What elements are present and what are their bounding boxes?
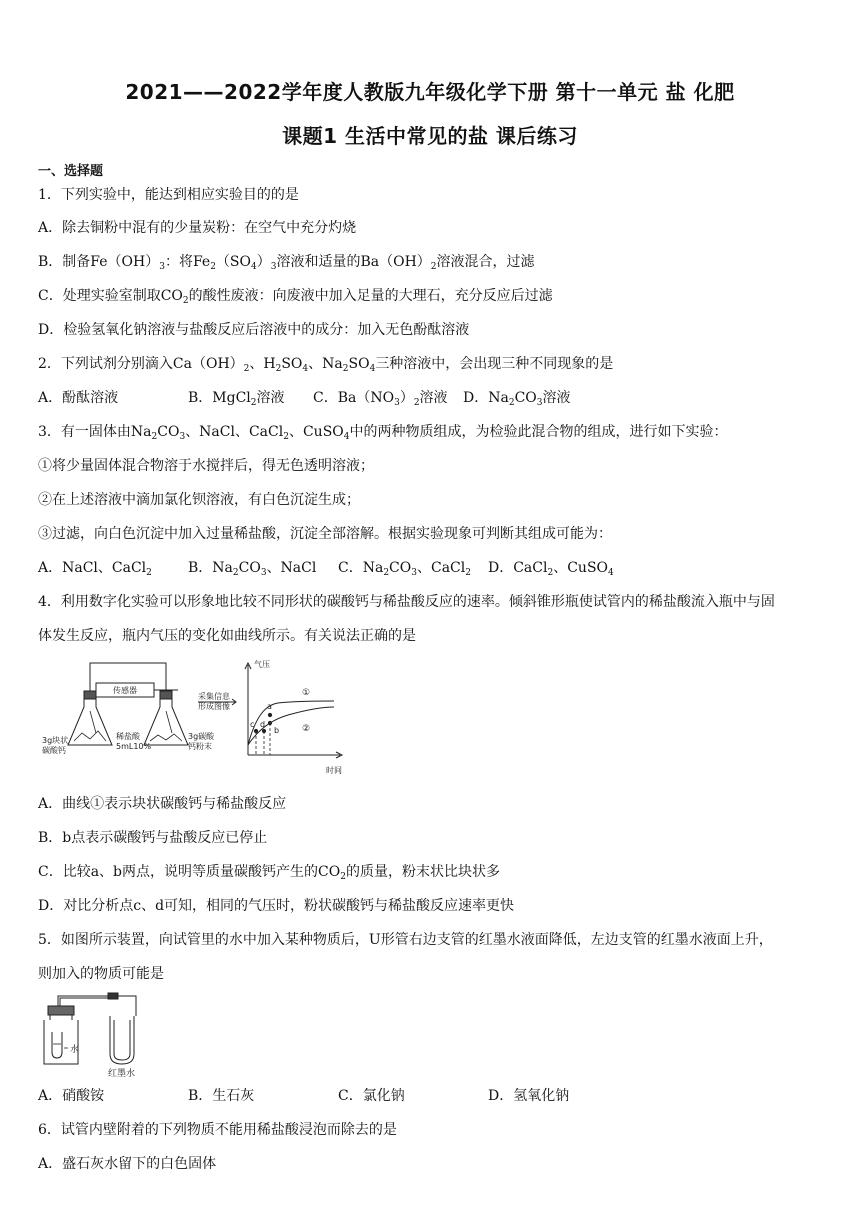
question-1-stem: 1．下列实验中，能达到相应实验目的的是 xyxy=(38,187,299,203)
question-3-option-c: C．$Na_2CO_3$、CaCl$_2$ xyxy=(338,560,471,578)
question-2-option-a: A．酚酞溶液 xyxy=(38,390,119,406)
sensor-label: 传感器 xyxy=(113,686,137,695)
point-d-label: d xyxy=(260,720,266,729)
question-6-option-a: A．盛石灰水留下的白色固体 xyxy=(38,1156,217,1172)
water-label: 水 xyxy=(70,1045,80,1055)
curve-1-label: ① xyxy=(302,688,311,698)
acid-label-2: 5mL10% xyxy=(116,742,152,751)
acid-label-1: 稀盐酸 xyxy=(116,732,140,741)
question-4-stem-line-2: 体发生反应，瓶内气压的变化如曲线所示。有关说法正确的是 xyxy=(38,628,416,644)
point-b-label: b xyxy=(274,726,280,735)
question-1-option-c: C．处理实验室制取$CO_2$的酸性废液：向废液中加入足量的大理石，充分反应后过滤 xyxy=(38,288,553,306)
left-flask-solid xyxy=(74,731,106,741)
u-tube-inner xyxy=(114,1020,130,1060)
question-1-option-b: B．制备$Fe(OH)_3$：将$Fe_2(SO_4)_3$溶液和适量的$Ba(OH)_2$溶液混合，过滤 xyxy=(38,254,535,272)
left-stopper xyxy=(84,691,96,699)
graph-x-label: 时间 xyxy=(326,766,342,775)
question-4-option-d: D．对比分析点c、d可知，相同的气压时，粉状碳酸钙与稀盐酸反应速率更快 xyxy=(38,898,515,914)
flask-stopper xyxy=(48,1006,74,1015)
point-c xyxy=(254,729,257,732)
point-b xyxy=(268,721,271,724)
question-5-apparatus-figure xyxy=(38,992,168,1078)
question-1-option-d: D．检验氢氧化钠溶液与盐酸反应后溶液中的成分：加入无色酚酞溶液 xyxy=(38,322,470,338)
question-3-stem: 3．有一固体由$Na_2CO_3$、NaCl、CaCl$_2$、CuSO$_4$中的两种物质组成，为检验此混合物的组成，进行如下实验： xyxy=(38,424,728,442)
page-title: 2021——2022学年度人教版九年级化学下册 第十一单元 盐 化肥 xyxy=(125,80,735,104)
question-2-option-b: B．MgCl$_2$溶液 xyxy=(188,390,285,408)
point-d xyxy=(262,729,265,732)
right-test-tube xyxy=(166,711,172,733)
point-a xyxy=(268,713,271,716)
left-test-tube xyxy=(90,711,96,733)
question-4-stem-line-1: 4．利用数字化实验可以形象地比较不同形状的碳酸钙与稀盐酸反应的速率。倾斜锥形瓶使试管内的稀盐酸流入瓶中与固 xyxy=(38,594,775,610)
left-flask xyxy=(68,695,112,745)
question-3-options xyxy=(38,558,614,578)
section-heading: 一、选择题 xyxy=(38,164,104,179)
question-4-option-a: A．曲线①表示块状碳酸钙与稀盐酸反应 xyxy=(38,796,287,812)
question-5-option-d: D．氢氧化钠 xyxy=(488,1088,570,1104)
question-3-step-2: ②在上述溶液中滴加氯化钡溶液，有白色沉淀生成； xyxy=(38,492,360,508)
question-5-option-a: A．硝酸铵 xyxy=(38,1088,105,1104)
question-2-options xyxy=(38,388,571,408)
question-1-option-a: A．除去铜粉中混有的少量炭粉：在空气中充分灼烧 xyxy=(38,220,357,236)
question-4-option-c: C．比较a、b两点，说明等质量碳酸钙产生的$CO_2$的质量，粉末状比块状多 xyxy=(38,864,500,882)
question-2-stem: 2．下列试剂分别滴入$Ca(OH)_2$、$H_2SO_4$、$Na_2SO_4$三种溶液中，会出现三种不同现象的是 xyxy=(38,356,614,374)
right-flask xyxy=(144,695,188,745)
collect-label-1: 采集信息 xyxy=(198,692,230,701)
graph-y-label: 气压 xyxy=(254,660,270,669)
left-sample-label-1: 3g块状 xyxy=(42,736,69,745)
curve-2-label: ② xyxy=(302,724,311,734)
right-flask-powder xyxy=(150,734,182,741)
question-3-step-1: ①将少量固体混合物溶于水搅拌后，得无色透明溶液； xyxy=(38,458,374,474)
question-5-option-c: C．氯化钠 xyxy=(338,1088,405,1104)
question-5-option-b: B．生石灰 xyxy=(188,1088,255,1104)
question-5-stem-line-1: 5．如图所示装置，向试管里的水中加入某种物质后，U形管右边支管的红墨水液面降低，左边支管的红墨水液面上升， xyxy=(38,932,773,948)
question-4-option-b: B．b点表示碳酸钙与盐酸反应已停止 xyxy=(38,830,268,846)
question-3-option-a: A．NaCl、CaCl$_2$ xyxy=(38,560,152,578)
right-sample-label-2: 钙粉末 xyxy=(188,742,212,751)
right-sample-label-1: 3g碳酸 xyxy=(188,732,215,741)
question-2-option-d: D．$Na_2CO_3$溶液 xyxy=(463,390,571,408)
right-stopper xyxy=(160,691,172,699)
test-tube xyxy=(52,1032,62,1058)
left-sample-label-2: 碳酸钙 xyxy=(42,746,66,755)
question-5-options xyxy=(38,1086,569,1106)
question-2-option-c: C．$Ba(NO_3)_2$溶液 xyxy=(313,390,448,408)
flask-body xyxy=(44,1020,78,1064)
page-subtitle: 课题1 生活中常见的盐 课后练习 xyxy=(282,124,578,148)
question-4-apparatus-figure xyxy=(38,655,368,780)
question-5-stem-line-2: 则加入的物质可能是 xyxy=(38,966,164,982)
point-c-label: c xyxy=(250,720,255,729)
graph-axes xyxy=(245,663,342,758)
collect-label-2: 形成图像 xyxy=(198,702,230,711)
question-3-option-b: B．$Na_2CO_3$、NaCl xyxy=(188,560,317,578)
tube-clip xyxy=(108,993,118,999)
point-a-label: a xyxy=(267,702,272,711)
red-ink-label: 红墨水 xyxy=(108,1069,136,1078)
question-6-stem: 6．试管内壁附着的下列物质不能用稀盐酸浸泡而除去的是 xyxy=(38,1122,397,1138)
question-3-option-d: D．CaCl$_2$、CuSO$_4$ xyxy=(488,560,614,578)
question-3-step-3: ③过滤，向白色沉淀中加入过量稀盐酸，沉淀全部溶解。根据实验现象可判断其组成可能为： xyxy=(38,526,612,542)
